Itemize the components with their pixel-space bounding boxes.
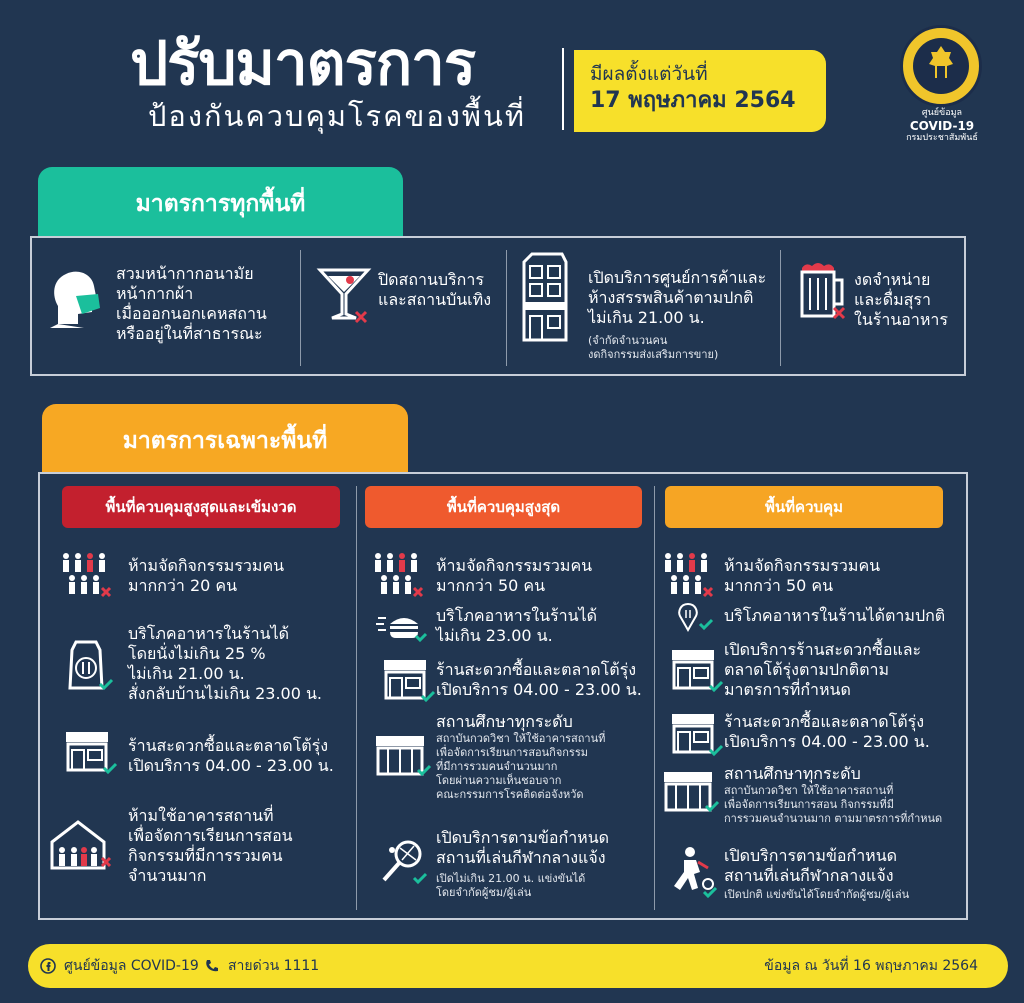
page-title: ปรับมาตรการ [130, 29, 476, 99]
effective-date-label: มีผลตั้งแต่วันที่ [590, 63, 708, 85]
effective-date: 17 พฤษภาคม 2564 [590, 88, 796, 113]
all-area-item-4: งดจำหน่าย และดื่มสุรา ในร้านอาหาร [854, 270, 948, 329]
zone2-item-school: สถานศึกษาทุกระดับ สถาบันกวดวิชา ให้ใช้อาคารสถานที่ เพื่อจัดการเรียนการสอนกิจกรรม ที่มีการรวมคนจำนวนมาก โดยผ่านความเห็นชอบจาก คณะกรรมการโรคติดต่อจังหวัด [436, 712, 606, 801]
all-area-item-2: ปิดสถานบริการ และสถานบันเทิง [378, 270, 492, 309]
zone2-item-sport: เปิดบริการตามข้อกำหนด สถานที่เล่นกีฬากลางแจ้ง เปิดไม่เกิน 21.00 น. แข่งขันได้ โดยจำกัดผู้ชม/ผู้เล่น [436, 828, 610, 899]
crowd-icon [372, 552, 424, 600]
store-icon [380, 656, 434, 702]
school-icon [374, 734, 430, 776]
divider [654, 486, 655, 910]
zone2-item-crowd: ห้ามจัดกิจกรรมรวมคน มากกว่า 50 คน [436, 556, 593, 595]
effective-date-box [574, 50, 826, 132]
store-icon [62, 728, 116, 774]
cocktail-glass-icon [316, 266, 372, 322]
zone1-item-dining: บริโภคอาหารในร้านได้ โดยนั่งไม่เกิน 25 % ไม่เกิน 21.00 น. สั่งกลับบ้านไม่เกิน 23.00 น. [128, 624, 322, 703]
restaurant-pin-icon [676, 602, 716, 632]
beer-mug-icon [796, 260, 846, 320]
footer-bar [28, 944, 1008, 988]
burger-icon [376, 612, 426, 642]
store-icon [668, 710, 722, 756]
zone-strict-control-label: พื้นที่ควบคุมสูงสุดและเข้มงวด [62, 486, 340, 528]
zone1-item-building: ห้ามใช้อาคารสถานที่ เพื่อจัดการเรียนการสอน กิจกรรมที่มีการรวมคน จำนวนมาก [128, 806, 293, 885]
page-subtitle: ป้องกันควบคุมโรคของพื้นที่ [148, 99, 526, 133]
face-mask-icon [48, 266, 108, 328]
crowd-icon [662, 552, 714, 600]
crest-icon [925, 44, 957, 84]
tennis-racket-icon [378, 840, 432, 886]
zone2-item-dining: บริโภคอาหารในร้านได้ ไม่เกิน 23.00 น. [436, 606, 598, 645]
school-icon [662, 770, 718, 812]
store-icon [668, 646, 722, 692]
zone3-item-crowd: ห้ามจัดกิจกรรมรวมคน มากกว่า 50 คน [724, 556, 881, 595]
zone-control-label: พื้นที่ควบคุม [665, 486, 943, 528]
food-bag-icon [62, 640, 114, 692]
data-as-of-date: ข้อมูล ณ วันที่ 16 พฤษภาคม 2564 [764, 958, 978, 974]
logo-line-2: COVID-19 [909, 119, 975, 133]
divider [780, 250, 781, 366]
title-divider [562, 48, 564, 130]
zone1-item-store: ร้านสะดวกซื้อและตลาดโต้รุ่ง เปิดบริการ 04.00 - 23.00 น. [128, 736, 334, 775]
specific-areas-heading: มาตรการเฉพาะพื้นที่ [42, 404, 408, 474]
prd-logo [900, 25, 982, 107]
building-crowd-icon [48, 818, 114, 870]
divider [506, 250, 507, 366]
zone3-item-store-hours: ร้านสะดวกซื้อและตลาดโต้รุ่ง เปิดบริการ 04.00 - 23.00 น. [724, 712, 930, 751]
hotline-number[interactable]: สายด่วน 1111 [228, 958, 320, 974]
phone-icon [204, 958, 220, 974]
logo-line-3: กรมประชาสัมพันธ์ [906, 133, 978, 143]
facebook-page-link[interactable]: ศูนย์ข้อมูล COVID-19 [64, 958, 199, 974]
shopping-mall-icon [520, 252, 570, 342]
all-area-item-3: เปิดบริการศูนย์การค้าและ ห้างสรรพสินค้าตามปกติ ไม่เกิน 21.00 น. (จำกัดจำนวนคน งดกิจกรรมส่งเสริมการขาย) [588, 268, 767, 361]
logo-caption [890, 108, 994, 144]
zone3-item-dining: บริโภคอาหารในร้านได้ตามปกติ [724, 606, 946, 625]
divider [356, 486, 357, 910]
zone2-item-store: ร้านสะดวกซื้อและตลาดโต้รุ่ง เปิดบริการ 04.00 - 23.00 น. [436, 660, 642, 699]
zone1-item-crowd: ห้ามจัดกิจกรรมรวมคน มากกว่า 20 คน [128, 556, 285, 595]
facebook-icon[interactable] [40, 958, 56, 974]
divider [300, 250, 301, 366]
all-areas-heading: มาตรการทุกพื้นที่ [38, 167, 403, 237]
zone3-item-store-normal: เปิดบริการร้านสะดวกซื้อและ ตลาดโต้รุ่งตามปกติตาม มาตรการที่กำหนด [724, 640, 922, 699]
zone-max-control-label: พื้นที่ควบคุมสูงสุด [365, 486, 642, 528]
logo-line-1: ศูนย์ข้อมูล [921, 108, 963, 118]
all-areas-panel [30, 236, 966, 376]
zone3-item-school: สถานศึกษาทุกระดับ สถาบันกวดวิชา ให้ใช้อาคารสถานที่ เพื่อจัดการเรียนการสอน กิจกรรมที่มี การรวมคนจำนวนมาก ตามมาตรการที่กำหนด [724, 764, 943, 825]
zone3-item-sport: เปิดบริการตามข้อกำหนด สถานที่เล่นกีฬากลางแจ้ง เปิดปกติ แข่งขันได้โดยจำกัดผู้ชม/ผู้เล่น [724, 846, 910, 901]
crowd-icon [60, 552, 112, 600]
all-area-item-1: สวมหน้ากากอนามัย หน้ากากผ้า เมื่อออกนอกเคหสถาน หรืออยู่ในที่สาธารณะ [116, 264, 267, 343]
football-player-icon [668, 846, 720, 898]
